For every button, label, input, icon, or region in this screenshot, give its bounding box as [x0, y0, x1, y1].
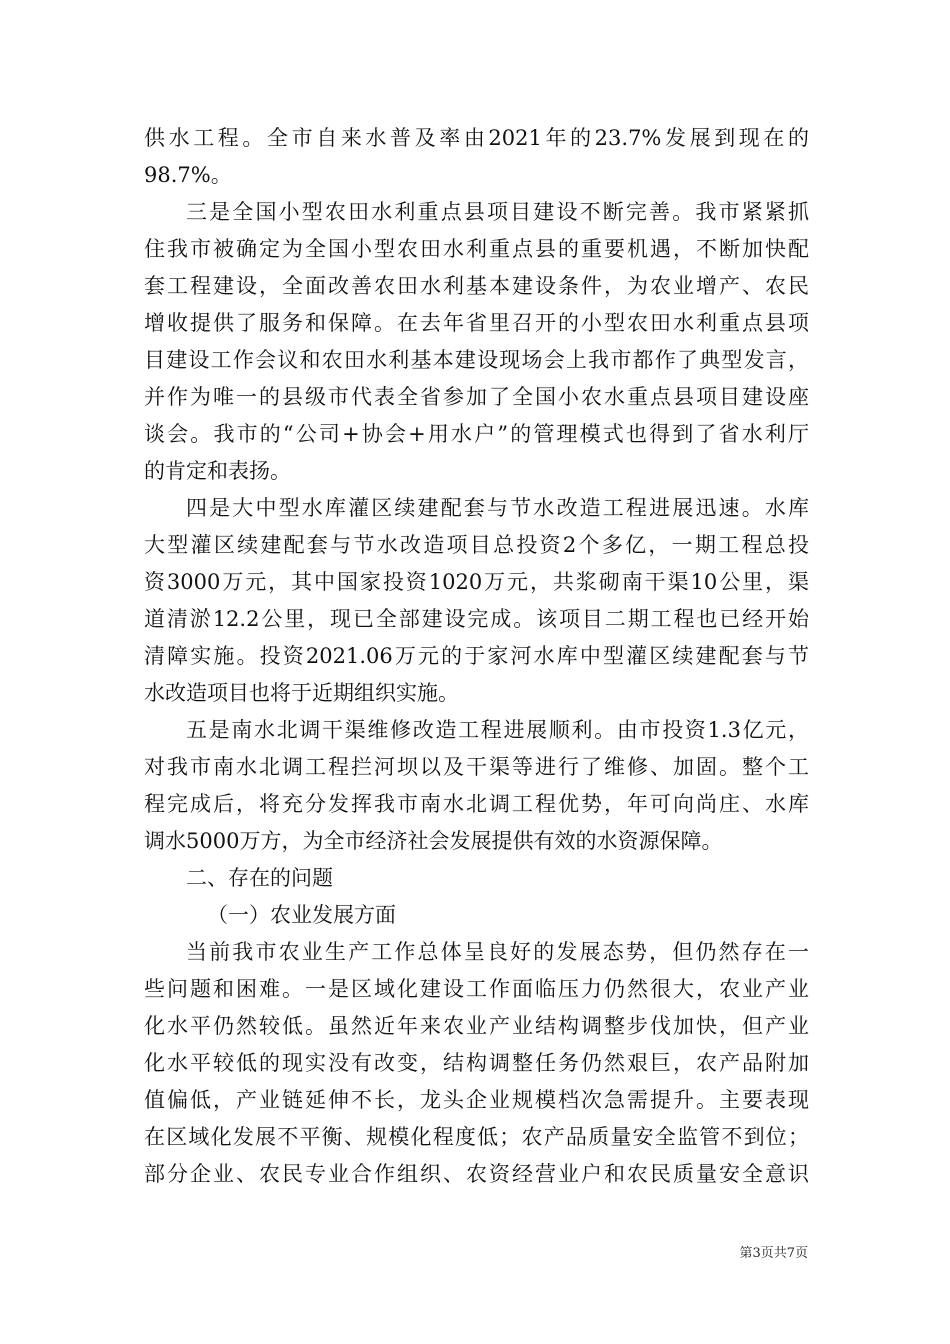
- page-number: 第3页共7页: [739, 1246, 808, 1261]
- text-line: 谈会。我市的“公司+协会+用水户”的管理模式也得到了省水利厅: [144, 422, 809, 446]
- text-line: 四是大中型水库灌区续建配套与节水改造工程进展迅速。水库: [186, 496, 809, 520]
- text-line: 值偏低，产业链延伸不长，龙头企业规模档次急需提升。主要表现: [144, 1088, 809, 1112]
- text-line: 部分企业、农民专业合作组织、农资经营业户和农民质量安全意识: [144, 1162, 809, 1186]
- text-line: 五是南水北调干渠维修改造工程进展顺利。由市投资1.3亿元，: [186, 718, 809, 742]
- text-line: 些问题和困难。一是区域化建设工作面临压力仍然很大，农业产业: [144, 977, 809, 1001]
- text-line: 对我市南水北调工程拦河坝以及干渠等进行了维修、加固。整个工: [144, 755, 809, 779]
- text-line: 目建设工作会议和农田水利基本建设现场会上我市都作了典型发言，: [144, 348, 809, 372]
- text-line: 三是全国小型农田水利重点县项目建设不断完善。我市紧紧抓: [186, 200, 809, 224]
- text-line: 资3000万元，其中国家投资1020万元，共浆砌南干渠10公里，渠: [144, 570, 809, 594]
- text-line: 当前我市农业生产工作总体呈良好的发展态势，但仍然存在一: [186, 940, 809, 964]
- text-line: 在区域化发展不平衡、规模化程度低；农产品质量安全监管不到位；: [144, 1125, 809, 1149]
- text-line: 的肯定和表扬。: [144, 459, 291, 483]
- text-line: 水改造项目也将于近期组织实施。: [144, 681, 459, 705]
- subsection-heading: （一）农业发展方面: [207, 903, 396, 927]
- text-line: 套工程建设，全面改善农田水利基本建设条件，为农业增产、农民: [144, 274, 809, 298]
- document-body: [144, 120, 809, 1193]
- text-line: 化水平较低的现实没有改变，结构调整任务仍然艰巨，农产品附加: [144, 1051, 809, 1075]
- text-line: 调水5000万方，为全市经济社会发展提供有效的水资源保障。: [144, 829, 723, 853]
- text-line: 程完成后，将充分发挥我市南水北调工程优势，年可向尚庄、水库: [144, 792, 809, 816]
- text-line: 大型灌区续建配套与节水改造项目总投资2个多亿，一期工程总投: [144, 533, 809, 557]
- text-line: 98.7%。: [144, 163, 232, 187]
- text-line: 道清淤12.2公里，现已全部建设完成。该项目二期工程也已经开始: [144, 607, 809, 631]
- text-line: 化水平仍然较低。虽然近年来农业产业结构调整步伐加快，但产业: [144, 1014, 809, 1038]
- section-heading: 二、存在的问题: [186, 866, 333, 890]
- text-line: 供水工程。全市自来水普及率由2021年的23.7%发展到现在的: [144, 126, 809, 150]
- text-line: 清障实施。投资2021.06万元的于家河水库中型灌区续建配套与节: [144, 644, 809, 668]
- text-line: 增收提供了服务和保障。在去年省里召开的小型农田水利重点县项: [144, 311, 809, 335]
- text-line: 住我市被确定为全国小型农田水利重点县的重要机遇，不断加快配: [144, 237, 809, 261]
- text-line: 并作为唯一的县级市代表全省参加了全国小农水重点县项目建设座: [144, 385, 809, 409]
